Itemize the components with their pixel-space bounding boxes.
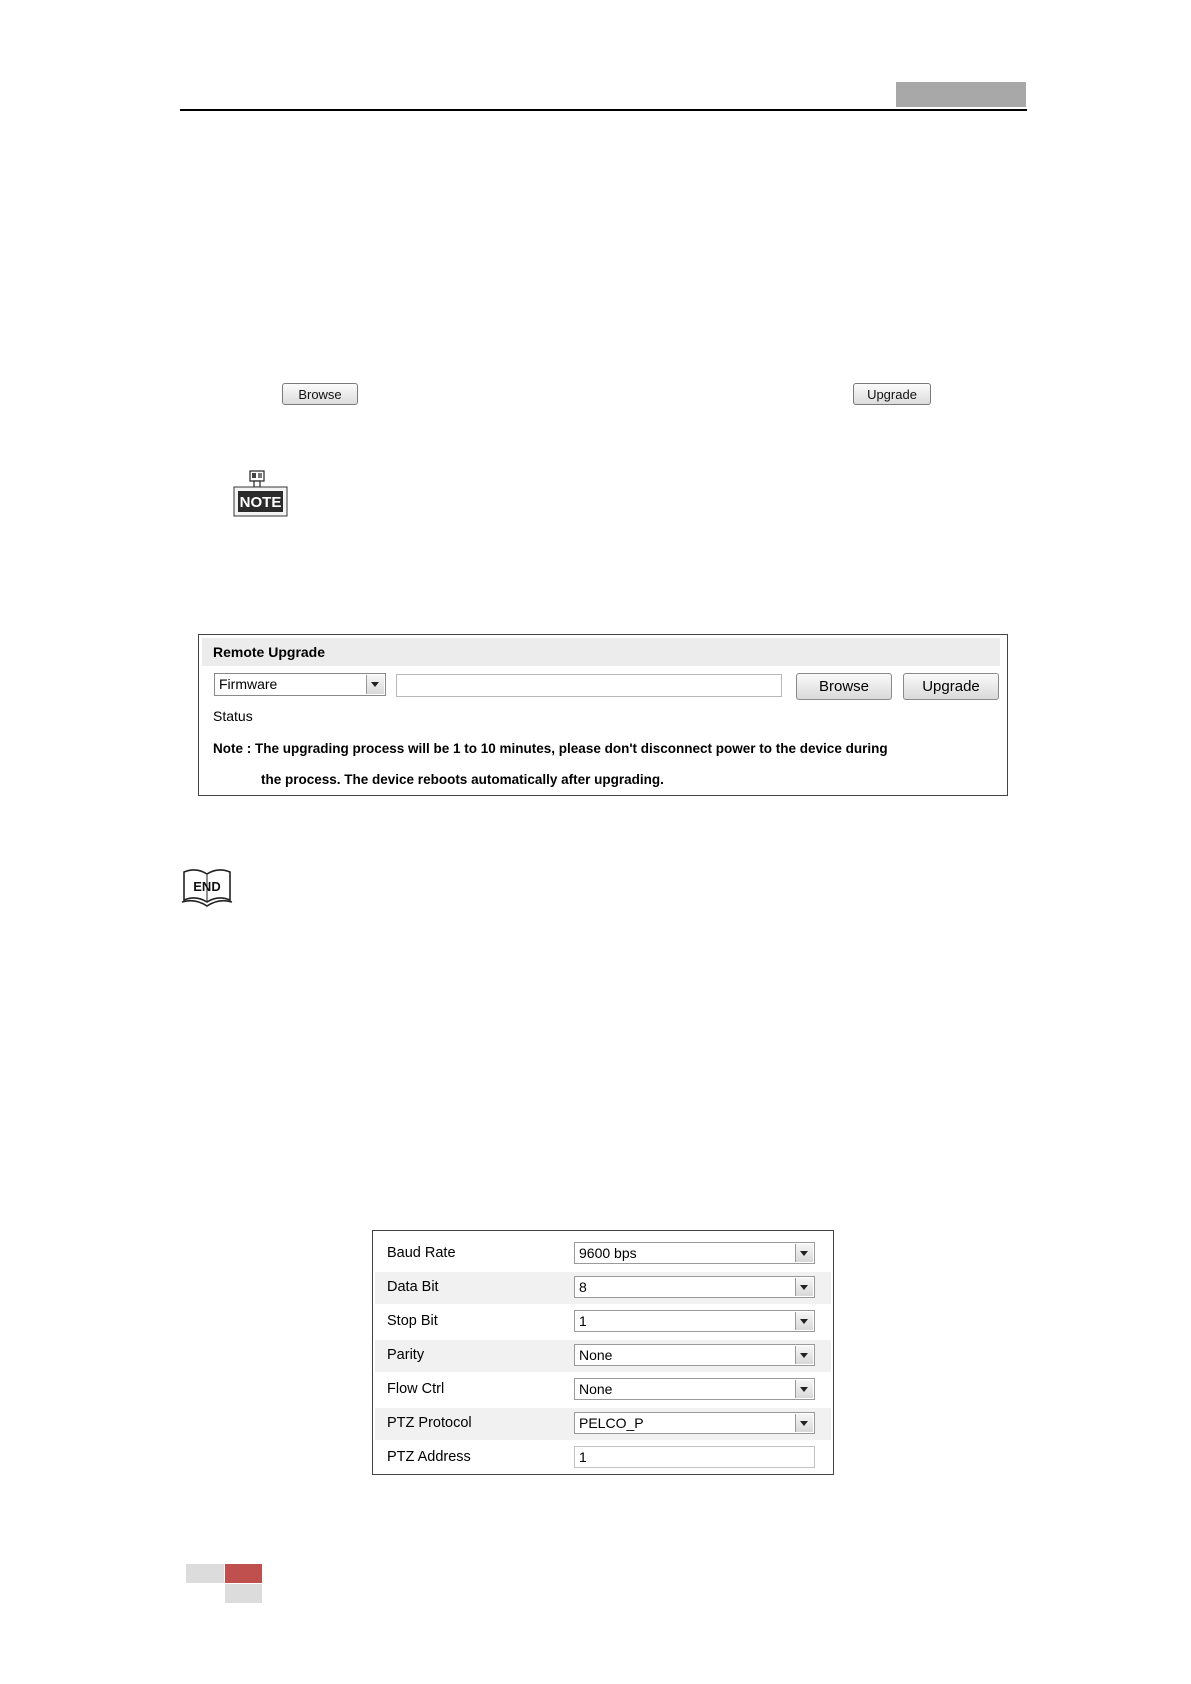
end-icon-label: END (193, 879, 221, 894)
setting-row-flow-ctrl (375, 1374, 831, 1406)
footer-block-red (225, 1564, 262, 1583)
footer-block-grey (186, 1564, 224, 1583)
setting-label: Flow Ctrl (387, 1381, 445, 1397)
setting-label: Data Bit (387, 1279, 439, 1295)
setting-row-stop-bit (375, 1306, 831, 1338)
setting-row-parity (375, 1340, 831, 1372)
chevron-down-icon[interactable] (795, 1312, 813, 1330)
setting-label: Parity (387, 1347, 425, 1363)
header-rule (180, 109, 1027, 111)
chevron-down-icon[interactable] (795, 1278, 813, 1296)
chevron-down-icon[interactable] (795, 1244, 813, 1262)
ptz-address-input[interactable]: 1 (574, 1446, 815, 1468)
setting-row-ptz-address (375, 1442, 831, 1474)
setting-label: PTZ Protocol (387, 1415, 472, 1431)
remote-upgrade-panel (198, 634, 1008, 796)
chevron-down-icon[interactable] (795, 1414, 813, 1432)
upgrade-type-value: Firmware (219, 676, 278, 692)
chevron-down-icon[interactable] (795, 1346, 813, 1364)
upgrade-type-select[interactable] (214, 673, 386, 696)
stop-bit-select[interactable] (574, 1310, 815, 1332)
setting-label: Stop Bit (387, 1313, 438, 1329)
upgrade-file-path-input[interactable] (396, 674, 782, 697)
browse-button-inline[interactable]: Browse (282, 383, 358, 405)
setting-row-ptz-protocol (375, 1408, 831, 1440)
setting-value: None (579, 1347, 613, 1363)
parity-select[interactable] (574, 1344, 815, 1366)
setting-row-baud-rate (375, 1238, 831, 1270)
note-icon (231, 470, 289, 518)
status-label: Status (213, 708, 253, 724)
setting-value: 9600 bps (579, 1245, 637, 1261)
remote-upgrade-title: Remote Upgrade (202, 638, 1000, 666)
setting-label: PTZ Address (387, 1449, 471, 1465)
setting-value: 1 (579, 1313, 587, 1329)
browse-button[interactable]: Browse (796, 673, 892, 700)
ptz-protocol-select[interactable] (574, 1412, 815, 1434)
setting-row-data-bit (375, 1272, 831, 1304)
upgrade-note-line1: Note : The upgrading process will be 1 to 10 minutes, please don't disconnect power to the device during (213, 741, 888, 756)
footer-block-grey (225, 1584, 262, 1603)
header-tab-block (896, 82, 1026, 107)
note-icon-label: NOTE (239, 494, 282, 511)
upgrade-button[interactable]: Upgrade (903, 673, 999, 700)
setting-value: 8 (579, 1279, 587, 1295)
chevron-down-icon[interactable] (795, 1380, 813, 1398)
serial-settings-panel (372, 1230, 834, 1475)
setting-value: None (579, 1381, 613, 1397)
setting-label: Baud Rate (387, 1245, 456, 1261)
data-bit-select[interactable] (574, 1276, 815, 1298)
upgrade-button-inline[interactable]: Upgrade (853, 383, 931, 405)
chevron-down-icon[interactable] (366, 675, 384, 694)
flow-ctrl-select[interactable] (574, 1378, 815, 1400)
setting-value: PELCO_P (579, 1415, 644, 1431)
baud-rate-select[interactable] (574, 1242, 815, 1264)
upgrade-note-line2: the process. The device reboots automatically after upgrading. (261, 772, 664, 787)
end-icon (180, 866, 234, 910)
